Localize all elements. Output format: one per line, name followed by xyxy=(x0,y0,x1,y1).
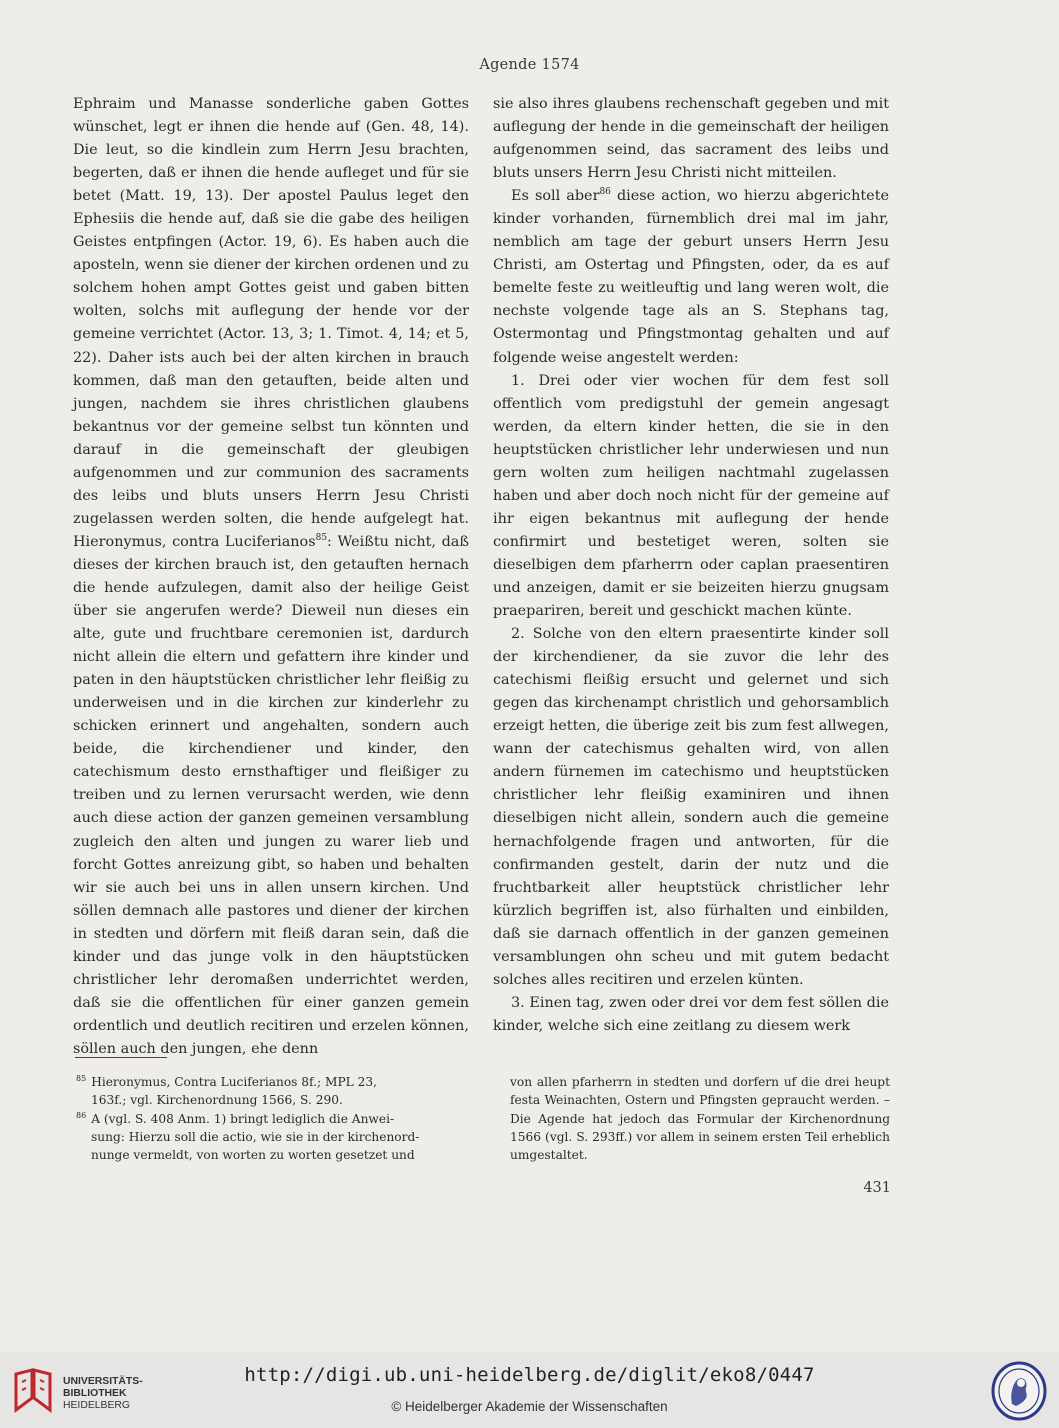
left-text-column xyxy=(73,93,469,1061)
right-text-column xyxy=(493,93,889,1038)
footnote-86: $^{86}$ A (vgl. S. 408 Anm. 1) bringt lediglich die Anwei- xyxy=(76,1110,395,1126)
logo-line: UNIVERSITÄTS- xyxy=(63,1376,143,1387)
permalink-url[interactable]: http://digi.ub.uni-heidelberg.de/diglit/eko8/0447 xyxy=(244,1364,815,1386)
academy-seal-icon[interactable] xyxy=(990,1360,1048,1422)
footnote-marker[interactable]: 85 xyxy=(315,532,328,543)
right-paragraph: 2. Solche von den eltern praesentirte kinder soll der kirchendiener, da sie zuvor die lehr des catechismi fleißig ersucht und gelernet und sich gegen das kirchenampt christlich und gehorsamblich erzeigt hetten, die überige zeit bis zum fest allwegen, wann der catechismus gehalten wird, von allen andern fürnemen im catechismo und heuptstücken christlicher lehr fleißig examiniren und ihnen dieselbigen nicht allein, sondern auch die gemeine hernachfolgende fragen und antworten, für die confirmanden gestelt, darin der nutz und die fruchtbarkeit aller heuptstück christlicher lehr kürzlich begriffen ist, also fürhalten und einbilden, daß sie darnach offentlich in der ganzen gemeinen versamblungen ohn scheu und mit gutem bedacht solches alles recitiren und erzelen künten. xyxy=(493,626,889,988)
right-paragraph: Es soll aber$^{86}$ diese action, wo hierzu abgerichtete kinder vorhanden, fürnemblich drei mal im jahr, nemblich am tage der geburt unsers Herrn Jesu Christi, am Ostertag und Pfingsten, oder, da es auf bemelte feste zu weitleuftig und lang weren wolt, die nechste volgende tage als an S. Stephans tag, Ostermontag und Pfingstmontag gehalten und auf folgende weise angestelt werden: xyxy=(493,187,889,366)
footer-bar xyxy=(0,1352,1059,1428)
logo-line: HEIDELBERG xyxy=(63,1400,130,1411)
page-number: 431 xyxy=(863,1180,891,1196)
footnote-86-cont: sung: Hierzu soll die actio, wie sie in der kirchenord- xyxy=(91,1129,420,1144)
right-paragraph: 1. Drei oder vier wochen für dem fest soll offentlich vom predigstuhl der gemein angesagt werden, da eltern kinder hetten, die sie in den heuptstücken christlicher lehr underwiesen und nun gern wolten zum heiligen nachtmahl zugelassen haben und aber doch noch nicht für der gemeine auf ihr eigen bekantnus mit auflegung der hende confirmirt und bestetiget weren, solten sie dieselbigen dem pfarherrn oder caplan praesentiren und anzeigen, damit er sie beizeiten hierzu gnugsam praepariren, bereit und geschickt machen künte. xyxy=(493,372,889,620)
right-paragraph: 3. Einen tag, zwen oder drei vor dem fest söllen die kinder, welche sich eine zeitlang zu diesem werk xyxy=(493,994,889,1034)
footnote-divider xyxy=(75,1057,167,1058)
footnotes-right xyxy=(510,1073,890,1164)
footnote-85: $^{85}$ Hieronymus, Contra Luciferianos 8f.; MPL 23, xyxy=(76,1074,378,1089)
running-head: Agende 1574 xyxy=(479,57,580,73)
logo-line: BIBLIOTHEK xyxy=(63,1388,127,1399)
footnotes-left xyxy=(76,1073,472,1164)
footnote-85-cont: 163f.; vgl. Kirchenordnung 1566, S. 290. xyxy=(91,1093,343,1108)
right-paragraph: sie also ihres glaubens rechenschaft gegeben und mit auflegung der hende in die gemeinschaft der heiligen aufgenommen seind, das sacrament des leibs und bluts unsers Herrn Jesu Christi nicht mitteilen. xyxy=(493,96,889,182)
footnote-86-continued: von allen pfarherrn in stedten und dorfern uf die drei heupt festa Weinachten, Ostern und Pfingsten gepraucht werden. – Die Agende hat jedoch das Formular der Kirchenordnung 1566 (vgl. S. 293ff.) vor allem in seinem ersten Teil erheblich umgestaltet. xyxy=(510,1075,890,1163)
left-paragraph: Ephraim und Manasse sonderliche gaben Gottes wünschet, legt er ihnen die hende auf (Gen. 48, 14). Die leut, so die kindlein zum Herrn Jesu brachten, begerten, daß er ihnen die hende aufleget und für sie betet (Matt. 19, 13). Der apostel Paulus leget den Ephesiis die hende auf, daß sie die gabe des heiligen Geistes entpfingen (Actor. 19, 6). Es haben auch die aposteln, wenn sie diener der kirchen ordenen und zu solchem hohen ampt Gottes geist und gaben bitten wolten, solchs mit auflegung der hende vor der gemeine verrichtet (Actor. 13, 3; 1. Timot. 4, 14; et 5, 22). Daher ists auch bei der alten kirchen in brauch kommen, daß man den getauften, beide alten und jungen, nachdem sie ihres christlichen glaubens bekantnus vor der gemeine selbst tun könnten und darauf in die gemeinschaft der gleubigen aufgenommen und zur communion des sacraments des leibs und bluts unsers Herrn Jesu Christi zugelassen werden solten, die hende aufgelegt hat. Hieronymus, contra Luciferianos$^{85}$: Weißtu nicht, daß dieses der kirchen brauch ist, den getauften hernach die hende aufzulegen, damit also der heilige Geist über sie angerufen werde? Dieweil nun dieses ein alte, gute und fruchtbare ceremonien ist, dardurch nicht allein die eltern und gefattern ihre kinder und paten in den häuptstücken christlicher lehr fleißig zu underweisen und in die kirchen zur kinderlehr zu schicken erinnert und angehalten, sondern auch beide, die kirchendiener und kinder, den catechismum desto ernsthaftiger und fleißiger zu treiben und zu lernen verursacht werden, wie denn auch diese action der ganzen gemeinen versamblung zugleich den alten und jungen zu warer lieb und forcht Gottes anreizung gibt, so haben und behalten wir sie auch bei uns in allen unsern kirchen. Und söllen demnach alle pastores und diener der kirchen in stedten und dörfern mit fleiß daran sein, daß die kinder und das junge volk in den häuptstücken christlicher lehr deromaßen underrichtet werden, daß sie die offentlichen für einer ganzen gemein ordentlich und deutlich recitiren und erzelen können, söllen auch den jungen, ehe denn xyxy=(73,96,469,1057)
footnote-86-cont: nunge vermeldt, von worten zu worten gesetzet und xyxy=(91,1148,415,1163)
copyright-notice: © Heidelberger Akademie der Wissenschaften xyxy=(391,1399,668,1414)
footnote-marker[interactable]: 86 xyxy=(599,187,611,198)
